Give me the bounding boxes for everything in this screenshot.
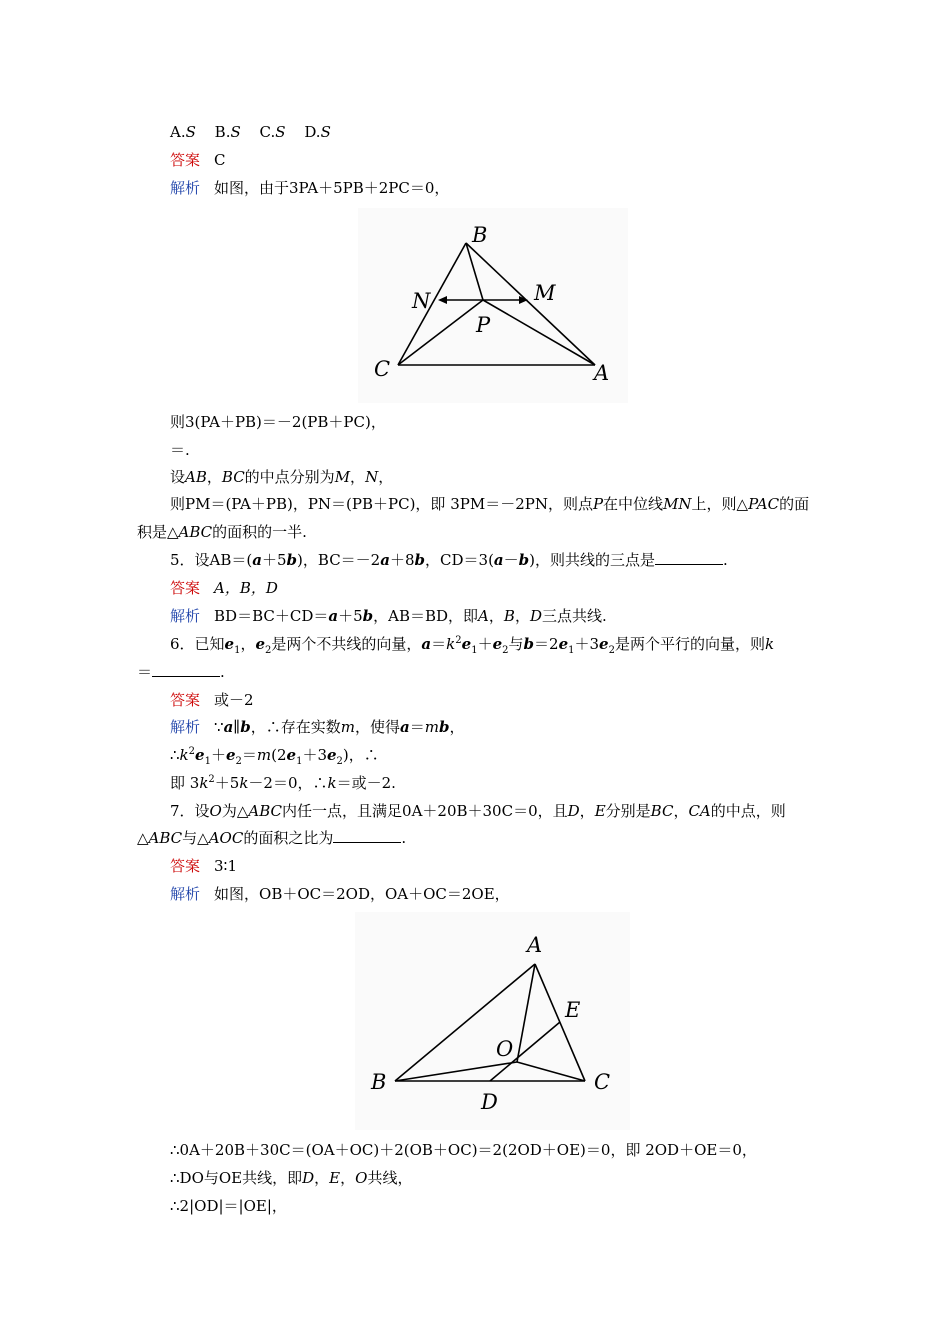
label-a: A — [527, 933, 543, 957]
analysis-label: 解析 — [170, 179, 201, 197]
figure-triangle-bnmpca — [358, 208, 628, 403]
figure-2-svg — [355, 912, 630, 1130]
q5-analysis-line: 解析 BD＝BC＋CD＝a＋5b，AB＝BD，即A，B，D三点共线. — [170, 607, 607, 625]
q7-blank — [333, 828, 401, 843]
choices-line: A.S B.S C.S D.S — [170, 123, 331, 141]
label-b: B — [472, 223, 488, 247]
label-n: N — [412, 289, 431, 313]
q7-stem-1: 7．设O为△ABC内任一点，且满足0A＋20B＋30C＝0，且D，E分别是BC，CA的中点，则 — [170, 802, 786, 820]
q7-analysis-line: 解析 如图，OB＋OC＝2OD，OA＋OC＝2OE， — [170, 885, 510, 903]
label-e: E — [565, 998, 581, 1022]
figure-1-svg — [358, 208, 628, 403]
q4-step-3: 设AB，BC的中点分别为M，N， — [170, 468, 394, 486]
choice-d: D. — [304, 123, 321, 141]
q6-analysis-3: 即 $3k^2+5k-2=0$，∴k＝或－2. — [170, 774, 396, 792]
q4-step-5: 积是△ABC的面积的一半. — [137, 523, 307, 541]
q6-blank — [152, 662, 220, 677]
q7-conclusion-2: ∴DO与OE共线，即D，E，O共线， — [170, 1169, 413, 1187]
q4-step-4: 则PM＝(PA＋PB)，PN＝(PB＋PC)，即 3PM＝－2PN，则点P在中位线MN上，则△PAC的面 — [170, 495, 810, 513]
label-c: C — [374, 357, 391, 381]
q4-step-2: ＝. — [170, 441, 190, 459]
label-o: O — [496, 1037, 514, 1061]
q7-conclusion-3: ∴2|OD|＝|OE|， — [170, 1197, 287, 1215]
q6-stem-2: ＝ . — [137, 663, 225, 681]
q7-stem-2: △ABC与△AOC的面积之比为 . — [137, 829, 407, 847]
q5-answer: A，B，D — [214, 579, 278, 597]
label-p: P — [476, 313, 491, 337]
q6-analysis-2: $\therefore k^2e_1+e_2=m(2e_1+3e_2)$，∴ — [170, 746, 379, 767]
q7-answer-line: 答案 3∶1 — [170, 857, 238, 875]
q6-answer: 或－2 — [214, 691, 254, 709]
q4-answer-line — [170, 150, 226, 170]
label-c: C — [594, 1070, 611, 1094]
q4-step-1: 则3(PA＋PB)＝－2(PB＋PC)， — [170, 413, 386, 431]
q4-analysis-line: 解析 如图，由于3PA＋5PB＋2PC＝0， — [170, 179, 450, 197]
label-b: B — [371, 1070, 387, 1094]
q5-stem: 5．设AB＝(a＋5b)，BC＝－2a＋8b，CD＝3(a－b)，则共线的三点是 . — [170, 551, 728, 569]
q5-answer-line: 答案 A，B，D — [170, 579, 278, 597]
label-d: D — [481, 1090, 498, 1114]
q5-blank — [655, 550, 723, 565]
choice-b: B. — [214, 123, 231, 141]
q4-answer: C — [214, 151, 226, 169]
q7-conclusion-1: ∴0A＋20B＋30C＝(OA＋OC)＋2(OB＋OC)＝2(2OD＋OE)＝0，即 2OD＋OE＝0， — [170, 1141, 757, 1159]
q6-stem-1: 6．已知$e_1$，$e_2$是两个不共线的向量，$a=k^2e_1+e_2$与$b=2e_1+3e_2$是两个平行的向量，则k — [170, 635, 775, 656]
choice-a: A. — [170, 123, 186, 141]
answer-label: 答案 — [170, 151, 201, 169]
choice-c: C. — [259, 123, 276, 141]
q6-analysis-1: 解析 ∵a∥b，∴存在实数m，使得a＝mb， — [170, 718, 465, 736]
q6-answer-line: 答案 或－2 — [170, 691, 254, 709]
label-a: A — [594, 361, 610, 385]
label-m: M — [534, 281, 556, 305]
q7-answer: 3∶1 — [214, 857, 238, 875]
figure-triangle-aeobcd — [355, 912, 630, 1130]
